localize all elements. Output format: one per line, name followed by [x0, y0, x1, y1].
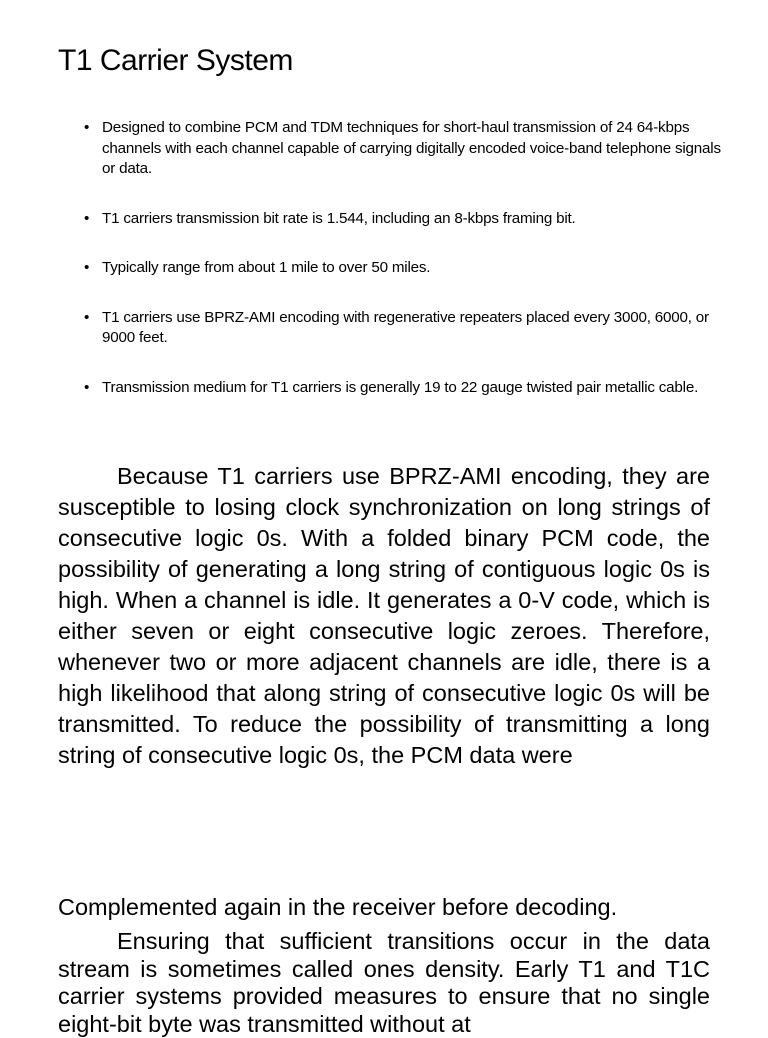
page-title: T1 Carrier System: [58, 44, 293, 77]
body-paragraph: Because T1 carriers use BPRZ-AMI encoding, they are susceptible to losing clock synchronization on long strings of consecutive logic 0s. With a folded binary PCM code, the possibility of generating a long string of contiguous logic 0s is high. When a channel is idle. It generates a 0-V code, which is either seven or eight consecutive logic zeroes. Therefore, whenever two or more adjacent channels are idle, there is a high likelihood that along string of consecutive logic 0s will be transmitted. To reduce the possibility of transmitting a long string of consecutive logic 0s, the PCM data were: [58, 463, 710, 768]
body-paragraph: Ensuring that sufficient transitions occur in the data stream is sometimes called ones density. Early T1 and T1C carrier systems provided measures to ensure that no single eight-bit byte was transmitted without at: [58, 928, 710, 1037]
bullet-dot-icon: •: [84, 119, 90, 136]
bullet-list: [84, 118, 724, 398]
body-paragraph: Complemented again in the receiver before decoding.: [58, 894, 618, 920]
bullet-text: Designed to combine PCM and TDM techniques for short-haul transmission of 24 64-kbps channels with each channel capable of carrying digitally encoded voice-band telephone signals or data.: [102, 119, 721, 177]
bullet-dot-icon: •: [84, 378, 90, 396]
bullet-text: Transmission medium for T1 carriers is generally 19 to 22 gauge twisted pair metallic cable.: [102, 378, 699, 396]
bullet-item: [84, 258, 724, 279]
bullet-item: [84, 308, 724, 349]
bullet-item: [84, 118, 724, 180]
bullet-item: [84, 209, 724, 230]
bullet-text: T1 carriers transmission bit rate is 1.544, including an 8-kbps framing bit.: [102, 209, 576, 227]
bullet-text: T1 carriers use BPRZ-AMI encoding with regenerative repeaters placed every 3000, 6000, or 9000 feet.: [102, 308, 709, 346]
bullet-dot-icon: •: [84, 259, 90, 276]
bullet-dot-icon: •: [84, 308, 90, 326]
bullet-item: [84, 378, 724, 399]
bullet-text: Typically range from about 1 mile to over 50 miles.: [102, 259, 431, 276]
bullet-dot-icon: •: [84, 209, 90, 227]
